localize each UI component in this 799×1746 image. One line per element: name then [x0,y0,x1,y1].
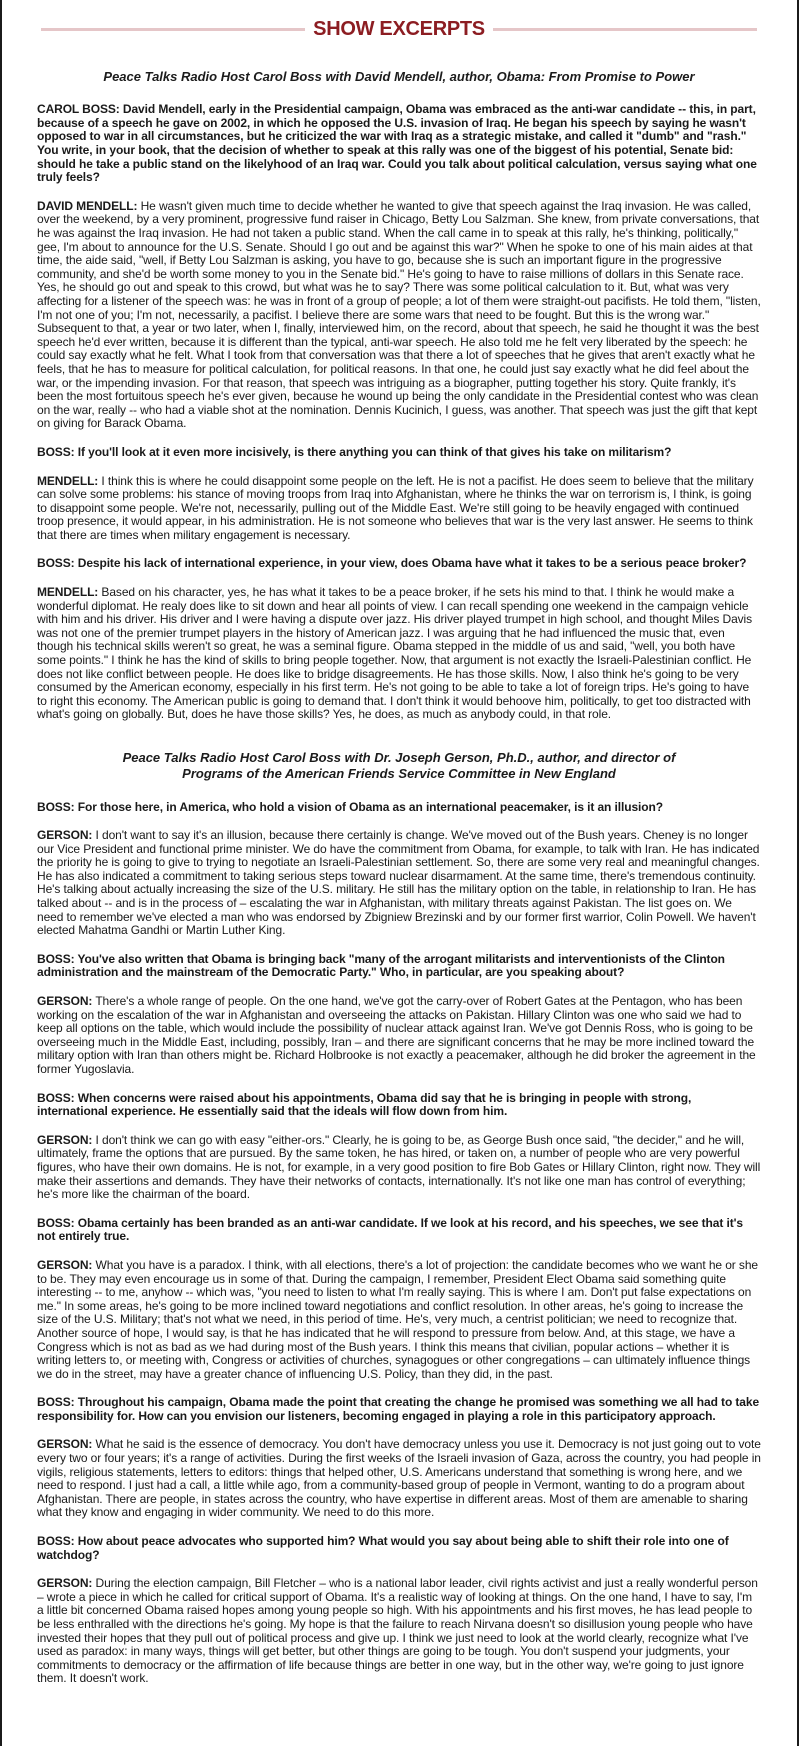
section-subtitle: Peace Talks Radio Host Carol Boss with David Mendell, author, Obama: From Promise to Power [103,69,695,84]
answer-paragraph: GERSON: I don't want to say it's an illusion, because there certainly is change. We've moved out of the Bush years. Cheney is no longer our Vice President and functional prime minister. We do have the commitment from Obama, for example, to talk with Iran. He has indicated the priority he is going to give to trying to negotiate an Israeli-Palestinian settlement. So, there are some very real and meaningful changes. He has also indicated a commitment to taking serious steps toward nuclear disarmament. At the same time, there's tremendous continuity. He's talking about actually increasing the size of the U.S. military. He still has the military option on the table, in relationship to Iran. He has talked about -- and is in the process of – escalating the war in Afghanistan, with military threats against Pakistan. The list goes on. We need to remember we've elected a man who was endorsed by Zbigniew Brezinski and by our former first warrior, Colin Powell. We haven't elected Mahatma Gandhi or Martin Luther King. [37,828,760,938]
speaker-label: BOSS: [37,1395,75,1410]
question-paragraph: BOSS: If you'll look at it even more incisively, is there anything you can think of that gives his take on militarism? [37,444,672,459]
question-paragraph: BOSS: Obama certainly has been branded as an anti-war candidate. If we look at his record, and his speeches, we see that it's not entirely true. [37,1215,743,1244]
answer-paragraph: DAVID MENDELL: He wasn't given much time to decide whether he wanted to give that speech against the Iraq invasion. He was called, over the weekend, by a very prominent, progressive fund raiser in Chicago, Betty Lou Salzman. She knew, from private conversations, that he was against the Iraq invasion. He had not taken a public stand. When the call came in to speak at this rally, he's thinking, politically," gee, I'm about to announce for the U.S. Senate. Should I go out and be against this war?" When he spoke to one of his main aides at that time, the aide said, "well, if Betty Lou Salzman is asking, you have to go, because she is such an important figure in the progressive community, and she'd be worth some money to you in the Senate bid." He's going to have to raise millions of dollars in this Senate race. Yes, he should go out and speak to this crowd, but what was he to say? There was some political calculation to it. But, what was very affecting for a listener of the speech was: he was in front of a group of people; a lot of them were straight-out pacifists. He told them, "listen, I'm not one of you; I'm not, necessarily, a pacifist. I believe there are some wars that need to be fought. But this is the wrong war." Subsequent to that, a year or two later, when I, finally, interviewed him, on the record, about that speech, he said he thought it was the best speech he'd ever written, because it is different than the typical, anti-war speech. He also told me he felt very liberated by the speech: he could say exactly what he felt. What I took from that conversation was that there a lot of speeches that he gives that aren't exactly what he feels, that he has to measure for political calculation, for political reasons. In that one, he could just say exactly what he did feel about the war, or the impending invasion. For that reason, that speech was intriguing as a biographer, putting together his story. Quite frankly, it's been the most fortuitous speech he's ever given, because he wound up being the only candidate in the Presidential contest who was clean on the war, really -- who had a viable shot at the nomination. Dennis Kucinich, I guess, was another. That speech was just the gift that kept on giving for Barack Obama. [37,198,761,431]
speaker-label: MENDELL: [37,473,99,488]
question-paragraph: CAROL BOSS: David Mendell, early in the Presidential campaign, Obama was embraced as the anti-war candidate -- this, in part, because of a speech he gave on 2002, in which he opposed the U.S. invasion of Iraq. He began his speech by saying he wasn't opposed to war in all circumstances, but he criticized the war with Iraq as a strategic mistake, and called it "dumb" and "rash." You write, in your book, that the decision of whether to speak at this rally was one of the biggest of his potential, Senate bid: should he take a public stand on the likelyhood of an Iraq war. Could you talk about political calculation, versus saying what one truly feels? [37,102,757,185]
speaker-label: BOSS: [37,444,75,459]
speaker-label: BOSS: [37,1090,75,1105]
question-paragraph: BOSS: Despite his lack of international experience, in your view, does Obama have what it takes to be a serious peace broker? [37,556,747,571]
speaker-label: GERSON: [37,1437,93,1452]
answer-paragraph: GERSON: What he said is the essence of democracy. You don't have democracy unless you use it. Democracy is not just going out to vote every two or four years; it's a range of activities. During the first weeks of the Israeli invasion of Gaza, across the country, you had people in vigils, religious statements, letters to editors: things that helped other, U.S. Americans understand that something is wrong here, and we need to respond. I just had a call, a little while ago, from a community-based group of people in Vermont, wanting to do a program about Afghanistan. There are people, in states across the country, who have expertise in different areas. Most of them are amenable to sharing what they know and engaging in wider community. We need to do this more. [37,1437,761,1520]
speaker-label: MENDELL: [37,585,99,600]
header-rule-left [41,28,305,31]
answer-paragraph: GERSON: During the election campaign, Bill Fletcher – who is a national labor leader, civil rights activist and just a really wonderful person – wrote a piece in which he called for critical support of Obama. It's a realistic way of looking at things. On the one hand, I have to say, I'm a little bit concerned Obama raised hopes among young people so high. With his appointments and his first moves, he has lead people to be less enthralled with the directions he's going. My hope is that the failure to reach Nirvana doesn't so disillusion young people who have invested their hopes that they pull out of political process and give up. I think we just need to look at the world clearly, recognize what I've used as paradox: in many ways, things will get better, but other things are going to be tough. You don't suspend your judgments, your commitments to democracy or the affirmation of life because things are better in one way, but in the other way, we're going to just ignore them. It doesn't work. [37,1576,758,1686]
speaker-label: CAROL BOSS: [37,102,120,117]
speaker-label: BOSS: [37,951,75,966]
answer-paragraph: GERSON: What you have is a paradox. I think, with all elections, there's a lot of projection: the candidate becomes who we want he or she to be. They may even encourage us in some of that. During the campaign, I remember, President Elect Obama said something quite interesting -- to me, anyhow -- which was, "you need to listen to what I'm really saying. This is where I am. Don't put false expectations on me." In some areas, he's going to be more inclined toward negotiations and conflict resolution. In other areas, he's going to increase the size of the U.S. Military; that's not what we need, in this period of time. He's, very much, a centrist politician; we need to recognize that. Another source of hope, I would say, is that he has indicated that he will respond to pressure from below. And, at this stage, we have a Congress which is not as bad as we had during most of the Bush years. I think this means that civilian, popular actions – whether it is writing letters to, or meeting with, Congress or activities of churches, synagogues or other congregations – can ultimately influence things we do in the street, may have a greater chance of influencing U.S. Policy, than they did, in the past. [37,1257,758,1381]
speaker-label: GERSON: [37,994,93,1009]
page-title: SHOW EXCERPTS [313,18,485,40]
question-paragraph: BOSS: When concerns were raised about his appointments, Obama did say that he is bringing in people with strong, international experience. He essentially said that the ideals will flow down from him. [37,1090,692,1119]
section-subtitle: Peace Talks Radio Host Carol Boss with Dr. Joseph Gerson, Ph.D., author, and director of Programs of the American Friends Service Committee in New England [122,750,676,782]
speaker-label: GERSON: [37,1257,93,1272]
speaker-label: BOSS: [37,1534,75,1549]
answer-paragraph: GERSON: There's a whole range of people. On the one hand, we've got the carry-over of Robert Gates at the Pentagon, who has been working on the escalation of the war in Afghanistan and overseeing the attacks on Pakistan. Hillary Clinton was one who said we had to keep all options on the table, which would include the possibility of nuclear attack against Iran. We've got Dennis Ross, who is going to be overseeing much in the Middle East, including, possibly, Iran – and there are significant concerns that he may be more inclined toward the military option with Iran than others might be. Richard Holbrooke is not exactly a peacemaker, although he did broker the agreement in the former Yugoslavia. [37,994,756,1076]
speaker-label: BOSS: [37,1215,75,1230]
transcript [37,69,761,1686]
page-header [41,18,757,41]
question-paragraph: BOSS: How about peace advocates who supported him? What would you say about being able to shift their role into one of watchdog? [37,1534,729,1562]
question-paragraph: BOSS: You've also written that Obama is bringing back "many of the arrogant militarists and interventionists of the Clinton administration and the mainstream of the Democratic Party." Who, in particular, are you speaking about? [37,951,725,980]
speaker-label: DAVID MENDELL: [37,198,138,213]
answer-paragraph: GERSON: I don't think we can go with easy "either-ors." Clearly, he is going to be, as George Bush once said, "the decider," and he will, ultimately, frame the options that are pursued. By the same token, he has hired, or taken on, a number of people who are very powerful figures, who have their own domains. He is not, for example, in a very good position to fire Bob Gates or Hillary Clinton, right now. They will make their assertions and demands. They have their networks of contacts, internationally. It's not like one man has control of everything; he's more like the chairman of the board. [37,1132,761,1202]
speaker-label: BOSS: [37,799,75,814]
speaker-label: GERSON: [37,1576,93,1591]
speaker-label: GERSON: [37,1132,93,1147]
header-rule-right [493,28,757,31]
question-paragraph: BOSS: Throughout his campaign, Obama made the point that creating the change he promised was something we all had to take responsibility for. How can you envision our listeners, becoming engaged in playing a role in this participatory approach. [37,1395,760,1423]
question-paragraph: BOSS: For those here, in America, who hold a vision of Obama as an international peacemaker, is it an illusion? [37,799,663,814]
speaker-label: BOSS: [37,556,75,571]
answer-paragraph: MENDELL: I think this is where he could disappoint some people on the left. He is not a pacifist. He does seem to believe that the military can solve some problems: his stance of moving troops from Iraq into Afghanistan, where he thinks the war on terrorism is, I think, is going to disappoint some people. We're not, necessarily, pulling out of the Middle East. We're still going to be heavily engaged with continued troop presence, it would appear, in his administration. He is not someone who believes that war is the very last answer. He seems to think that there are times when military engagement is necessary. [37,473,754,542]
answer-paragraph: MENDELL: Based on his character, yes, he has what it takes to be a peace broker, if he sets his mind to that. I think he would make a wonderful diplomat. He realy does like to sit down and hear all points of view. I can recall spending one weekend in the campaign vehicle with him and his driver. His driver and I were having a dispute over jazz. His driver played trumpet in high school, and thought Miles Davis was not one of the premier trumpet players in the history of American jazz. I was arguing that he had influenced the music that, even though his technical skills weren't so great, he was a seminal figure. Obama stepped in the middle of us and said, "well, you both have some points." I think he has the kind of skills to bring people together. Now, that argument is not exactly the Israeli-Palestinian conflict. He does not like conflict between people. He does like to bridge disagreements. He has those skills. Now, I also think he's going to be very consumed by the American economy, especially in his first term. He's not going to be able to take a lot of foreign trips. He's going to have to right this economy. The American public is going to demand that. I don't think it would behoove him, politically, to get too distracted with what's going on globally. But, does he have those skills? Yes, he does, as much as anybody could, in that role. [37,585,753,722]
speaker-label: GERSON: [37,828,93,843]
